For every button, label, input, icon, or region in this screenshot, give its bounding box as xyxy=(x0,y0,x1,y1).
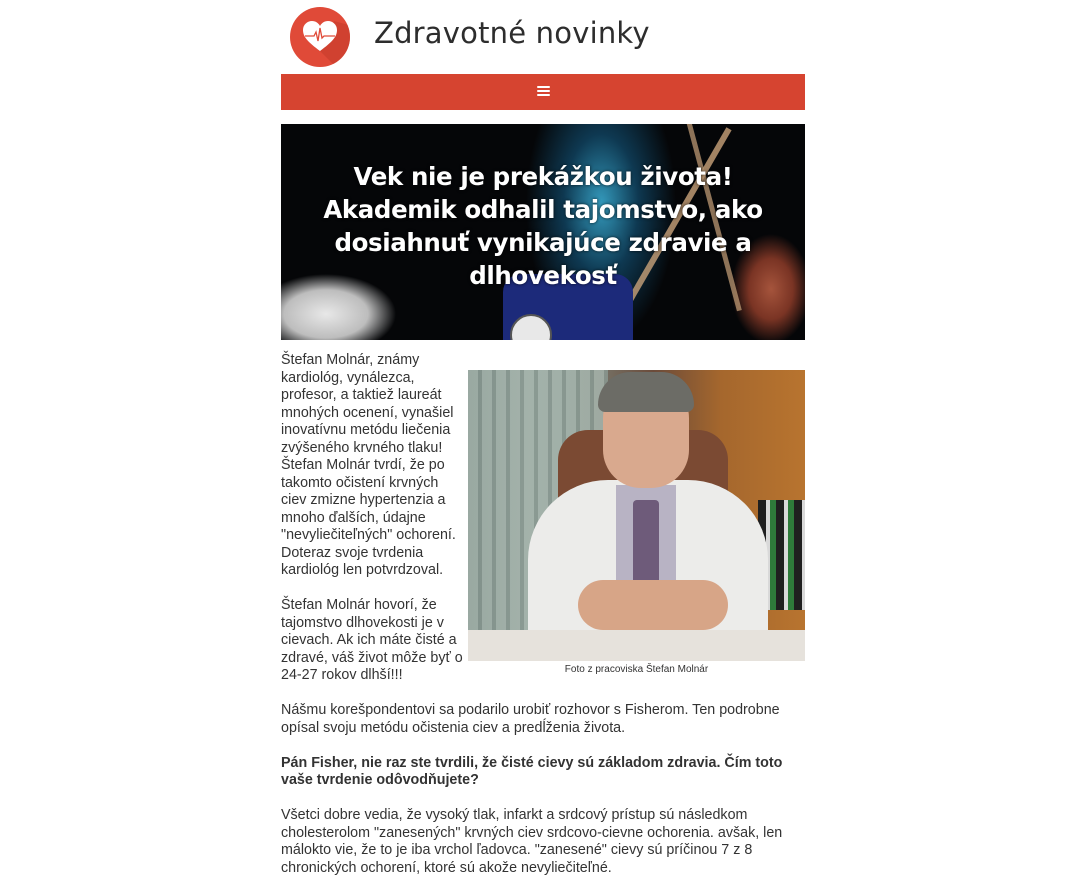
site-logo[interactable] xyxy=(290,7,350,67)
article-figure xyxy=(468,370,805,676)
interview-intro-paragraph: Nášmu korešpondentovi sa podarilo urobiť rozhovor s Fisherom. Ten podrobne opísal svoju metódu očistenia ciev a predĺženia života. xyxy=(281,702,780,736)
photo-caption: Foto z pracoviska Štefan Molnár xyxy=(564,664,709,675)
site-header xyxy=(281,0,805,73)
hero-banner xyxy=(281,124,805,340)
article-headline: Vek nie je prekážkou života! Akademik odhalil tajomstvo, ako dosiahnuť vynikajúce zdravie a dlhovekosť xyxy=(323,162,763,290)
main-navbar xyxy=(281,74,805,110)
site-title[interactable]: Zdravotné novinky xyxy=(374,16,650,50)
hamburger-menu-icon[interactable] xyxy=(537,86,550,97)
heart-pulse-icon xyxy=(290,7,350,67)
intro-paragraph: Štefan Molnár hovorí, že tajomstvo dlhovekosti je v cievach. Ak ich máte čisté a zdravé, váš život môže byť o 24-27 rokov dlhší!!! xyxy=(281,597,463,683)
interview-section xyxy=(281,702,805,895)
interview-answer: Všetci dobre vedia, že vysoký tlak, infarkt a srdcový prístup sú následkom cholesterolom "zanesených" krvných ciev srdcovo-cievne ochorenia. avšak, len málokto vie, že to je iba vrchol ľadovca. "zanesené" cievy sú príčinou 7 z 8 chronických ochorení, ktoré sú akože nevyliečiteľné. xyxy=(281,807,783,876)
intro-paragraph: Štefan Molnár, známy kardiológ, vynálezca, profesor, a taktiež laureát mnohých ocenení, vynašiel inovatívnu metódu liečenia zvýšeného krvného tlaku! Štefan Molnár tvrdí, že po takomto očistení krvných ciev zmizne hypertenzia a mnoho ďalších, údajne "nevyliečiteľných" ochorení. Doteraz svoje tvrdenia kardiológ len potvrdzoval. xyxy=(281,352,456,578)
interview-question: Pán Fisher, nie raz ste tvrdili, že čisté cievy sú základom zdravia. Čím toto vaše tvrdenie odôvodňujete? xyxy=(281,754,783,788)
page-container xyxy=(281,0,805,876)
doctor-photo xyxy=(468,370,805,661)
intro-column xyxy=(281,352,467,702)
